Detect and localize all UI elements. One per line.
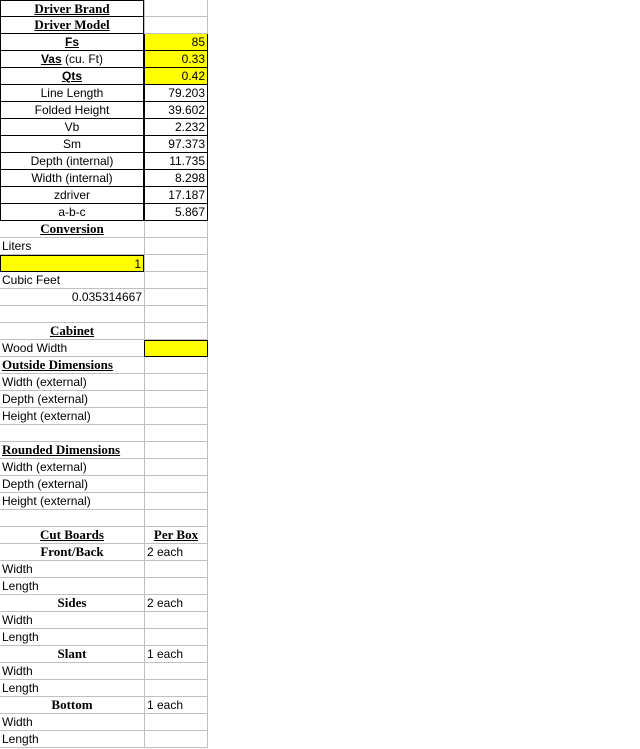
empty-cell[interactable] <box>144 510 208 527</box>
row-wood-width <box>0 340 208 357</box>
conversion-title[interactable]: Conversion <box>0 221 144 238</box>
calc-label[interactable]: Folded Height <box>0 102 144 119</box>
row-rounded-title <box>0 442 208 459</box>
empty-cell[interactable] <box>0 306 144 323</box>
length-label[interactable]: Length <box>0 731 144 748</box>
table-row <box>0 102 208 119</box>
row-cut-boards-header <box>0 527 208 544</box>
empty-cell[interactable] <box>144 221 208 238</box>
table-row <box>0 170 208 187</box>
outside-dimension-label[interactable]: Width (external) <box>0 374 144 391</box>
spreadsheet <box>0 0 208 748</box>
vas-value[interactable]: 0.33 <box>144 51 208 68</box>
driver-model-value[interactable] <box>144 17 208 34</box>
row-part <box>0 544 208 561</box>
empty-cell[interactable] <box>144 357 208 374</box>
row-fs <box>0 34 208 51</box>
empty-cell[interactable] <box>144 561 208 578</box>
calc-label[interactable]: Depth (internal) <box>0 153 144 170</box>
empty-cell[interactable] <box>0 510 144 527</box>
empty-cell[interactable] <box>144 459 208 476</box>
row-conversion-title <box>0 221 208 238</box>
wood-width-label[interactable]: Wood Width <box>0 340 144 357</box>
qts-label[interactable]: Qts <box>0 68 144 85</box>
table-row <box>0 119 208 136</box>
calc-value[interactable]: 8.298 <box>144 170 208 187</box>
calc-value[interactable]: 2.232 <box>144 119 208 136</box>
wood-width-input[interactable] <box>144 340 208 357</box>
calc-label[interactable]: zdriver <box>0 187 144 204</box>
table-row <box>0 391 208 408</box>
per-box-title[interactable]: Per Box <box>144 527 208 544</box>
table-row <box>0 476 208 493</box>
row-empty <box>0 425 208 442</box>
empty-cell[interactable] <box>144 323 208 340</box>
vas-label[interactable] <box>0 51 144 68</box>
width-label[interactable]: Width <box>0 663 144 680</box>
width-label[interactable]: Width <box>0 714 144 731</box>
rounded-dimensions-title[interactable]: Rounded Dimensions <box>0 442 144 459</box>
table-row <box>0 408 208 425</box>
calc-label[interactable]: Vb <box>0 119 144 136</box>
row-part <box>0 595 208 612</box>
row-part <box>0 697 208 714</box>
part-qty[interactable]: 1 each <box>144 646 208 663</box>
vas-unit: (cu. Ft) <box>61 52 104 66</box>
length-label[interactable]: Length <box>0 680 144 697</box>
driver-brand-value[interactable] <box>144 0 208 17</box>
part-name[interactable]: Front/Back <box>0 544 144 561</box>
calc-value[interactable]: 97.373 <box>144 136 208 153</box>
empty-cell[interactable] <box>144 289 208 306</box>
outside-dimension-label[interactable]: Depth (external) <box>0 391 144 408</box>
empty-cell[interactable] <box>144 391 208 408</box>
row-vas <box>0 51 208 68</box>
empty-cell[interactable] <box>0 425 144 442</box>
calc-label[interactable]: a-b-c <box>0 204 144 221</box>
table-row <box>0 714 208 731</box>
row-empty <box>0 306 208 323</box>
row-liters-label <box>0 238 208 255</box>
part-qty[interactable]: 1 each <box>144 697 208 714</box>
table-row <box>0 459 208 476</box>
calc-value[interactable]: 11.735 <box>144 153 208 170</box>
table-row <box>0 153 208 170</box>
empty-cell[interactable] <box>144 238 208 255</box>
width-label[interactable]: Width <box>0 561 144 578</box>
calc-label[interactable]: Width (internal) <box>0 170 144 187</box>
rounded-dimension-label[interactable]: Height (external) <box>0 493 144 510</box>
driver-brand-label[interactable]: Driver Brand <box>0 0 144 17</box>
empty-cell[interactable] <box>144 425 208 442</box>
vas-label-main: Vas <box>40 52 62 66</box>
row-driver-model <box>0 17 208 34</box>
row-empty <box>0 510 208 527</box>
empty-cell[interactable] <box>144 714 208 731</box>
table-row <box>0 561 208 578</box>
cubic-feet-label[interactable]: Cubic Feet <box>0 272 144 289</box>
cubic-feet-value[interactable]: 0.035314667 <box>0 289 144 306</box>
part-name[interactable]: Sides <box>0 595 144 612</box>
outside-dimensions-title[interactable]: Outside Dimensions <box>0 357 144 374</box>
empty-cell[interactable] <box>144 612 208 629</box>
part-name[interactable]: Bottom <box>0 697 144 714</box>
table-row <box>0 85 208 102</box>
rounded-dimension-label[interactable]: Depth (external) <box>0 476 144 493</box>
cut-boards-title[interactable]: Cut Boards <box>0 527 144 544</box>
liters-label[interactable]: Liters <box>0 238 144 255</box>
empty-cell[interactable] <box>144 680 208 697</box>
calc-label[interactable]: Sm <box>0 136 144 153</box>
table-row <box>0 136 208 153</box>
outside-dimension-label[interactable]: Height (external) <box>0 408 144 425</box>
qts-value[interactable]: 0.42 <box>144 68 208 85</box>
table-row <box>0 493 208 510</box>
table-row <box>0 731 208 748</box>
empty-cell[interactable] <box>144 306 208 323</box>
row-liters-value <box>0 255 208 272</box>
rounded-dimension-label[interactable]: Width (external) <box>0 459 144 476</box>
empty-cell[interactable] <box>144 272 208 289</box>
calc-value[interactable]: 39.602 <box>144 102 208 119</box>
part-name[interactable]: Slant <box>0 646 144 663</box>
table-row <box>0 374 208 391</box>
empty-cell[interactable] <box>144 255 208 272</box>
empty-cell[interactable] <box>144 578 208 595</box>
row-outside-title <box>0 357 208 374</box>
fs-value[interactable]: 85 <box>144 34 208 51</box>
empty-cell[interactable] <box>144 629 208 646</box>
liters-input[interactable]: 1 <box>0 255 144 272</box>
table-row <box>0 204 208 221</box>
empty-cell[interactable] <box>144 493 208 510</box>
row-driver-brand <box>0 0 208 17</box>
table-row <box>0 680 208 697</box>
driver-model-label[interactable]: Driver Model <box>0 17 144 34</box>
row-part <box>0 646 208 663</box>
width-label[interactable]: Width <box>0 612 144 629</box>
length-label[interactable]: Length <box>0 629 144 646</box>
calc-value[interactable]: 17.187 <box>144 187 208 204</box>
row-cubic-value <box>0 289 208 306</box>
row-cubic-label <box>0 272 208 289</box>
row-qts <box>0 68 208 85</box>
empty-cell[interactable] <box>144 663 208 680</box>
empty-cell[interactable] <box>144 442 208 459</box>
table-row <box>0 578 208 595</box>
empty-cell[interactable] <box>144 476 208 493</box>
row-cabinet-title <box>0 323 208 340</box>
table-row <box>0 629 208 646</box>
empty-cell[interactable] <box>144 408 208 425</box>
cabinet-title[interactable]: Cabinet <box>0 323 144 340</box>
part-qty[interactable]: 2 each <box>144 595 208 612</box>
empty-cell[interactable] <box>144 731 208 748</box>
calc-value[interactable]: 5.867 <box>144 204 208 221</box>
calc-label[interactable]: Line Length <box>0 85 144 102</box>
calc-value[interactable]: 79.203 <box>144 85 208 102</box>
table-row <box>0 612 208 629</box>
part-qty[interactable]: 2 each <box>144 544 208 561</box>
empty-cell[interactable] <box>144 374 208 391</box>
fs-label[interactable]: Fs <box>0 34 144 51</box>
table-row <box>0 187 208 204</box>
length-label[interactable]: Length <box>0 578 144 595</box>
table-row <box>0 663 208 680</box>
